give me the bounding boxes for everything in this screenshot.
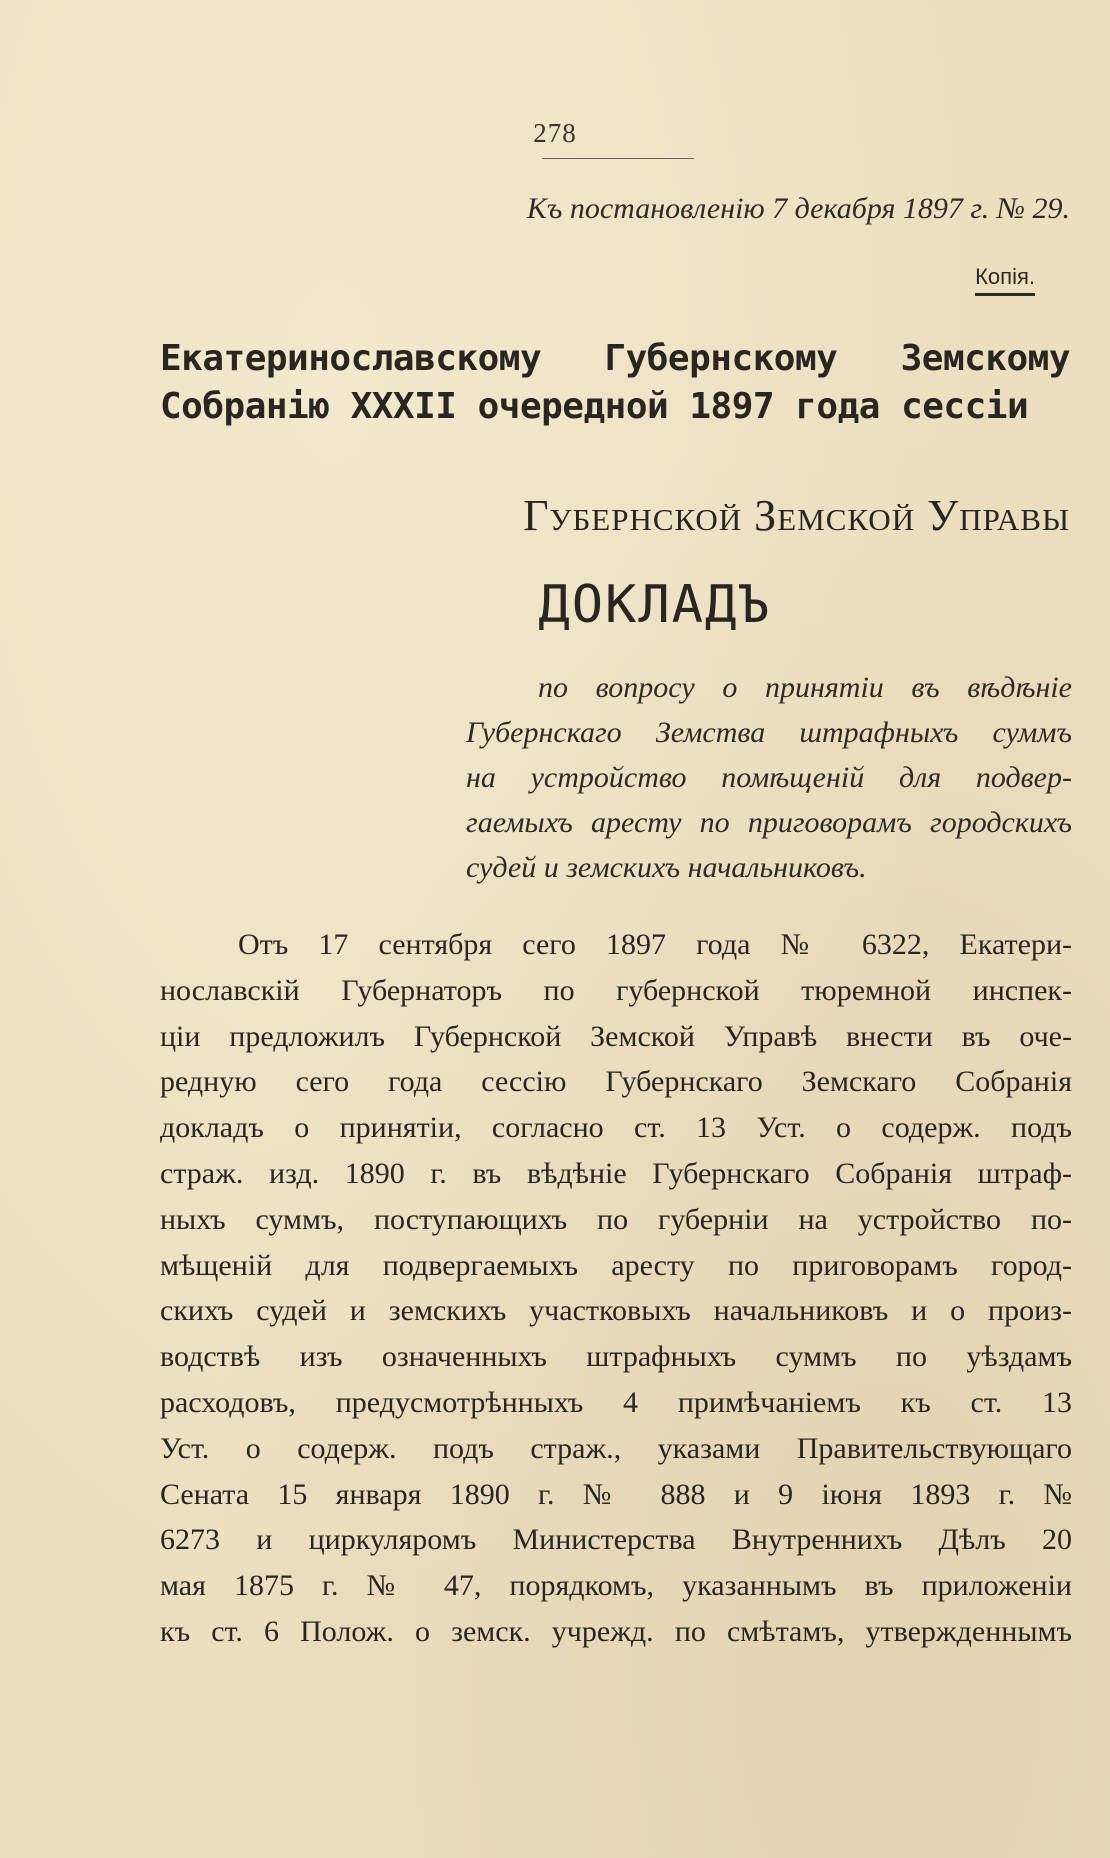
body-paragraph <box>160 922 1072 1655</box>
body-line: мѣщеній для подвергаемыхъ аресту по приговорамъ город- <box>160 1248 1072 1282</box>
resolution-reference: Къ постановленію 7 декабря 1897 г. № 29. <box>526 192 1070 225</box>
body-line: нославскій Губернаторъ по губернской тюремной инспек- <box>160 973 1072 1007</box>
subject-line: судей и земскихъ начальниковъ. <box>466 851 867 884</box>
body-line: 6273 и циркуляромъ Министерства Внутреннихъ Дѣлъ 20 <box>160 1523 1072 1557</box>
body-line: ныхъ суммъ, поступающихъ по губерніи на устройство по- <box>160 1202 1072 1236</box>
report-subject <box>466 665 1072 890</box>
document-title: ДОКЛАДЪ <box>538 575 772 635</box>
page-number: 278 <box>533 118 577 148</box>
page-number-rule <box>542 158 694 159</box>
issuing-authority: Губернской Земской Управы <box>523 491 1070 540</box>
body-line: водствѣ изъ означенныхъ штрафныхъ суммъ по уѣздамъ <box>160 1340 1072 1374</box>
subject-line: Губернскаго Земства штрафныхъ суммъ <box>466 716 1072 749</box>
subject-line: по вопросу о принятіи въ вѣдѣніе <box>538 671 1072 704</box>
body-line: докладъ о принятіи, согласно ст. 13 Уст. о содерж. подъ <box>160 1111 1072 1145</box>
copy-stamp: Копія. <box>975 264 1035 296</box>
body-line: Сената 15 января 1890 г. № 888 и 9 іюня 1893 г. № <box>160 1477 1072 1511</box>
body-line: Отъ 17 сентября сего 1897 года № 6322, Екатери- <box>238 928 1072 961</box>
subject-line: на устройство помѣщеній для подвер- <box>466 761 1072 794</box>
body-line: Уст. о содерж. подъ страж., указами Правительствующаго <box>160 1431 1072 1465</box>
subject-line: гаемыхъ аресту по приговорамъ городскихъ <box>466 806 1072 839</box>
addressee-heading: Екатеринославскому Губернскому Земскому Собранію XXXII очередной 1897 года сессіи <box>160 338 1070 427</box>
body-line: къ ст. 6 Полож. о земск. учрежд. по смѣтамъ, утвержденнымъ <box>160 1614 1072 1648</box>
body-line: страж. изд. 1890 г. въ вѣдѣніе Губернскаго Собранія штраф- <box>160 1156 1072 1190</box>
body-line: редную сего года сессію Губернскаго Земскаго Собранія <box>160 1065 1072 1099</box>
body-line: мая 1875 г. № 47, порядкомъ, указаннымъ въ приложеніи <box>160 1569 1072 1603</box>
body-line: ціи предложилъ Губернской Земской Управѣ внести въ оче- <box>160 1019 1072 1053</box>
body-line: скихъ судей и земскихъ участковыхъ начальниковъ и о произ- <box>160 1294 1072 1328</box>
body-line: расходовъ, предусмотрѣнныхъ 4 примѣчаніемъ къ ст. 13 <box>160 1385 1072 1419</box>
